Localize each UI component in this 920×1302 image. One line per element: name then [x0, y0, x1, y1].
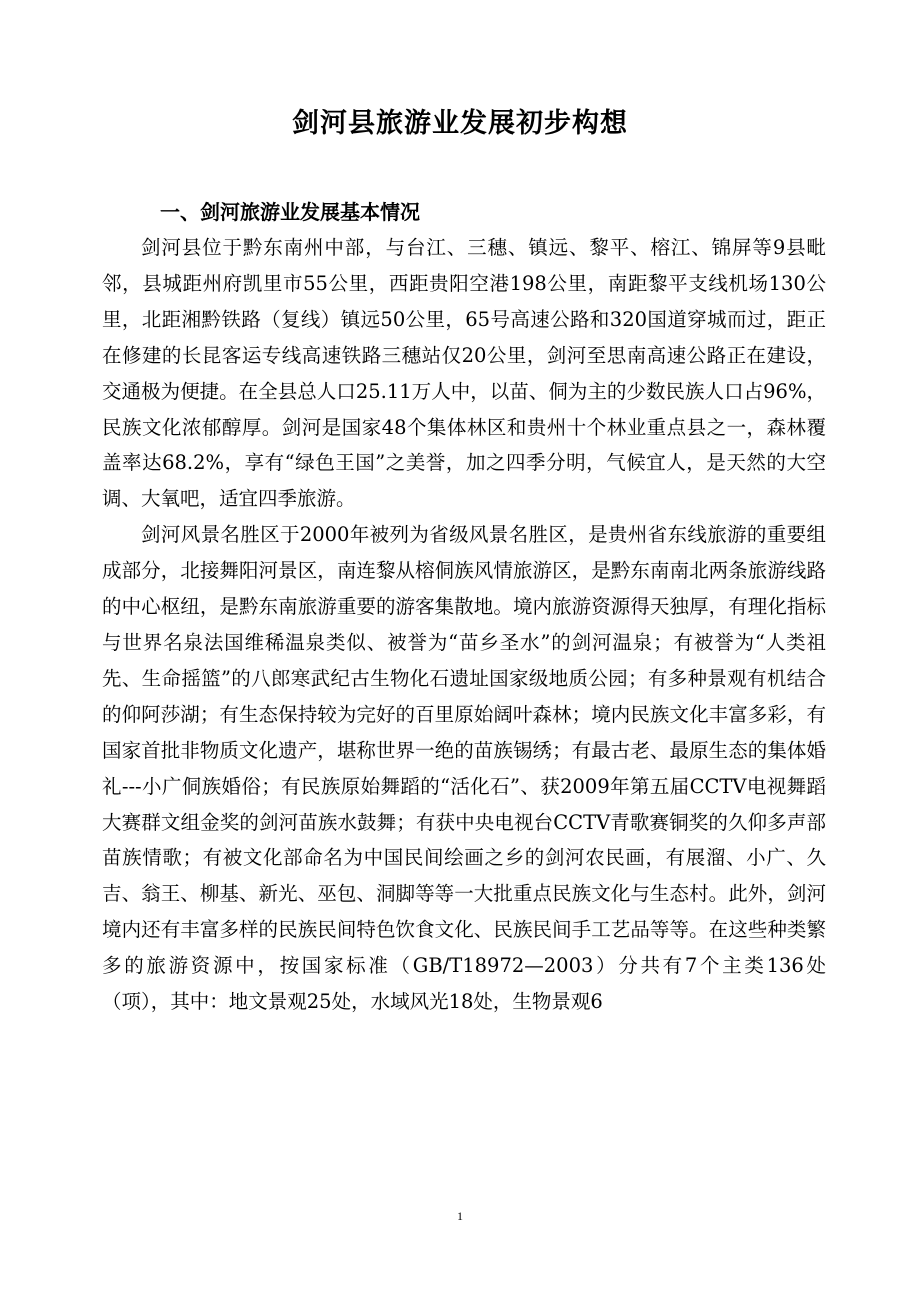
paragraph-scenic-resources: 剑河风景名胜区于2000年被列为省级风景名胜区，是贵州省东线旅游的重要组成部分，北接舞阳河景区，南连黎从榕侗族风情旅游区，是黔东南南北两条旅游线路的中心枢纽，是黔东南旅游重要的游客集散地。境内旅游资源得天独厚，有理化指标与世界名泉法国维稀温泉类似、被誉为“苗乡圣水”的剑河温泉；有被誉为“人类祖先、生命摇篮”的八郎寒武纪古生物化石遗址国家级地质公园；有多种景观有机结合的仰阿莎湖；有生态保持较为完好的百里原始阔叶森林；境内民族文化丰富多彩，有国家首批非物质文化遗产，堪称世界一绝的苗族锡绣；有最古老、最原生态的集体婚礼---小广侗族婚俗；有民族原始舞蹈的“活化石”、获2009年第五届CCTV电视舞蹈大赛群文组金奖的剑河苗族水鼓舞；有获中央电视台CCTV青歌赛铜奖的久仰多声部苗族情歌；有被文化部命名为中国民间绘画之乡的剑河农民画，有展溜、小广、久吉、翁王、柳基、新光、巫包、洞脚等等一大批重点民族文化与生态村。此外，剑河境内还有丰富多样的民族民间特色饮食文化、民族民间手工艺品等等。在这些种类繁多的旅游资源中，按国家标准（GB/T18972—2003）分共有7个主类136处（项），其中：地文景观25处，水域风光18处，生物景观6 — [102, 523, 826, 1014]
document-title: 剑河县旅游业发展初步构想 — [292, 108, 628, 139]
paragraph-location-overview: 剑河县位于黔东南州中部，与台江、三穗、镇远、黎平、榕江、锦屏等9县毗邻，县城距州府凯里市55公里，西距贵阳空港198公里，南距黎平支线机场130公里，北距湘黔铁路（复线）镇远50公里，65号高速公路和320国道穿城而过，距正在修建的长昆客运专线高速铁路三穗站仅20公里，剑河至思南高速公路正在建设，交通极为便捷。在全县总人口25.11万人中，以苗、侗为主的少数民族人口占96%，民族文化浓郁醇厚。剑河是国家48个集体林区和贵州十个林业重点县之一，森林覆盖率达68.2%，享有“绿色王国”之美誉，加之四季分明，气候宜人，是天然的大空调、大氧吧，适宜四季旅游。 — [102, 236, 826, 511]
page-number: 1 — [457, 1209, 463, 1223]
section-heading: 一、剑河旅游业发展基本情况 — [160, 200, 420, 224]
document-body — [102, 230, 826, 1020]
